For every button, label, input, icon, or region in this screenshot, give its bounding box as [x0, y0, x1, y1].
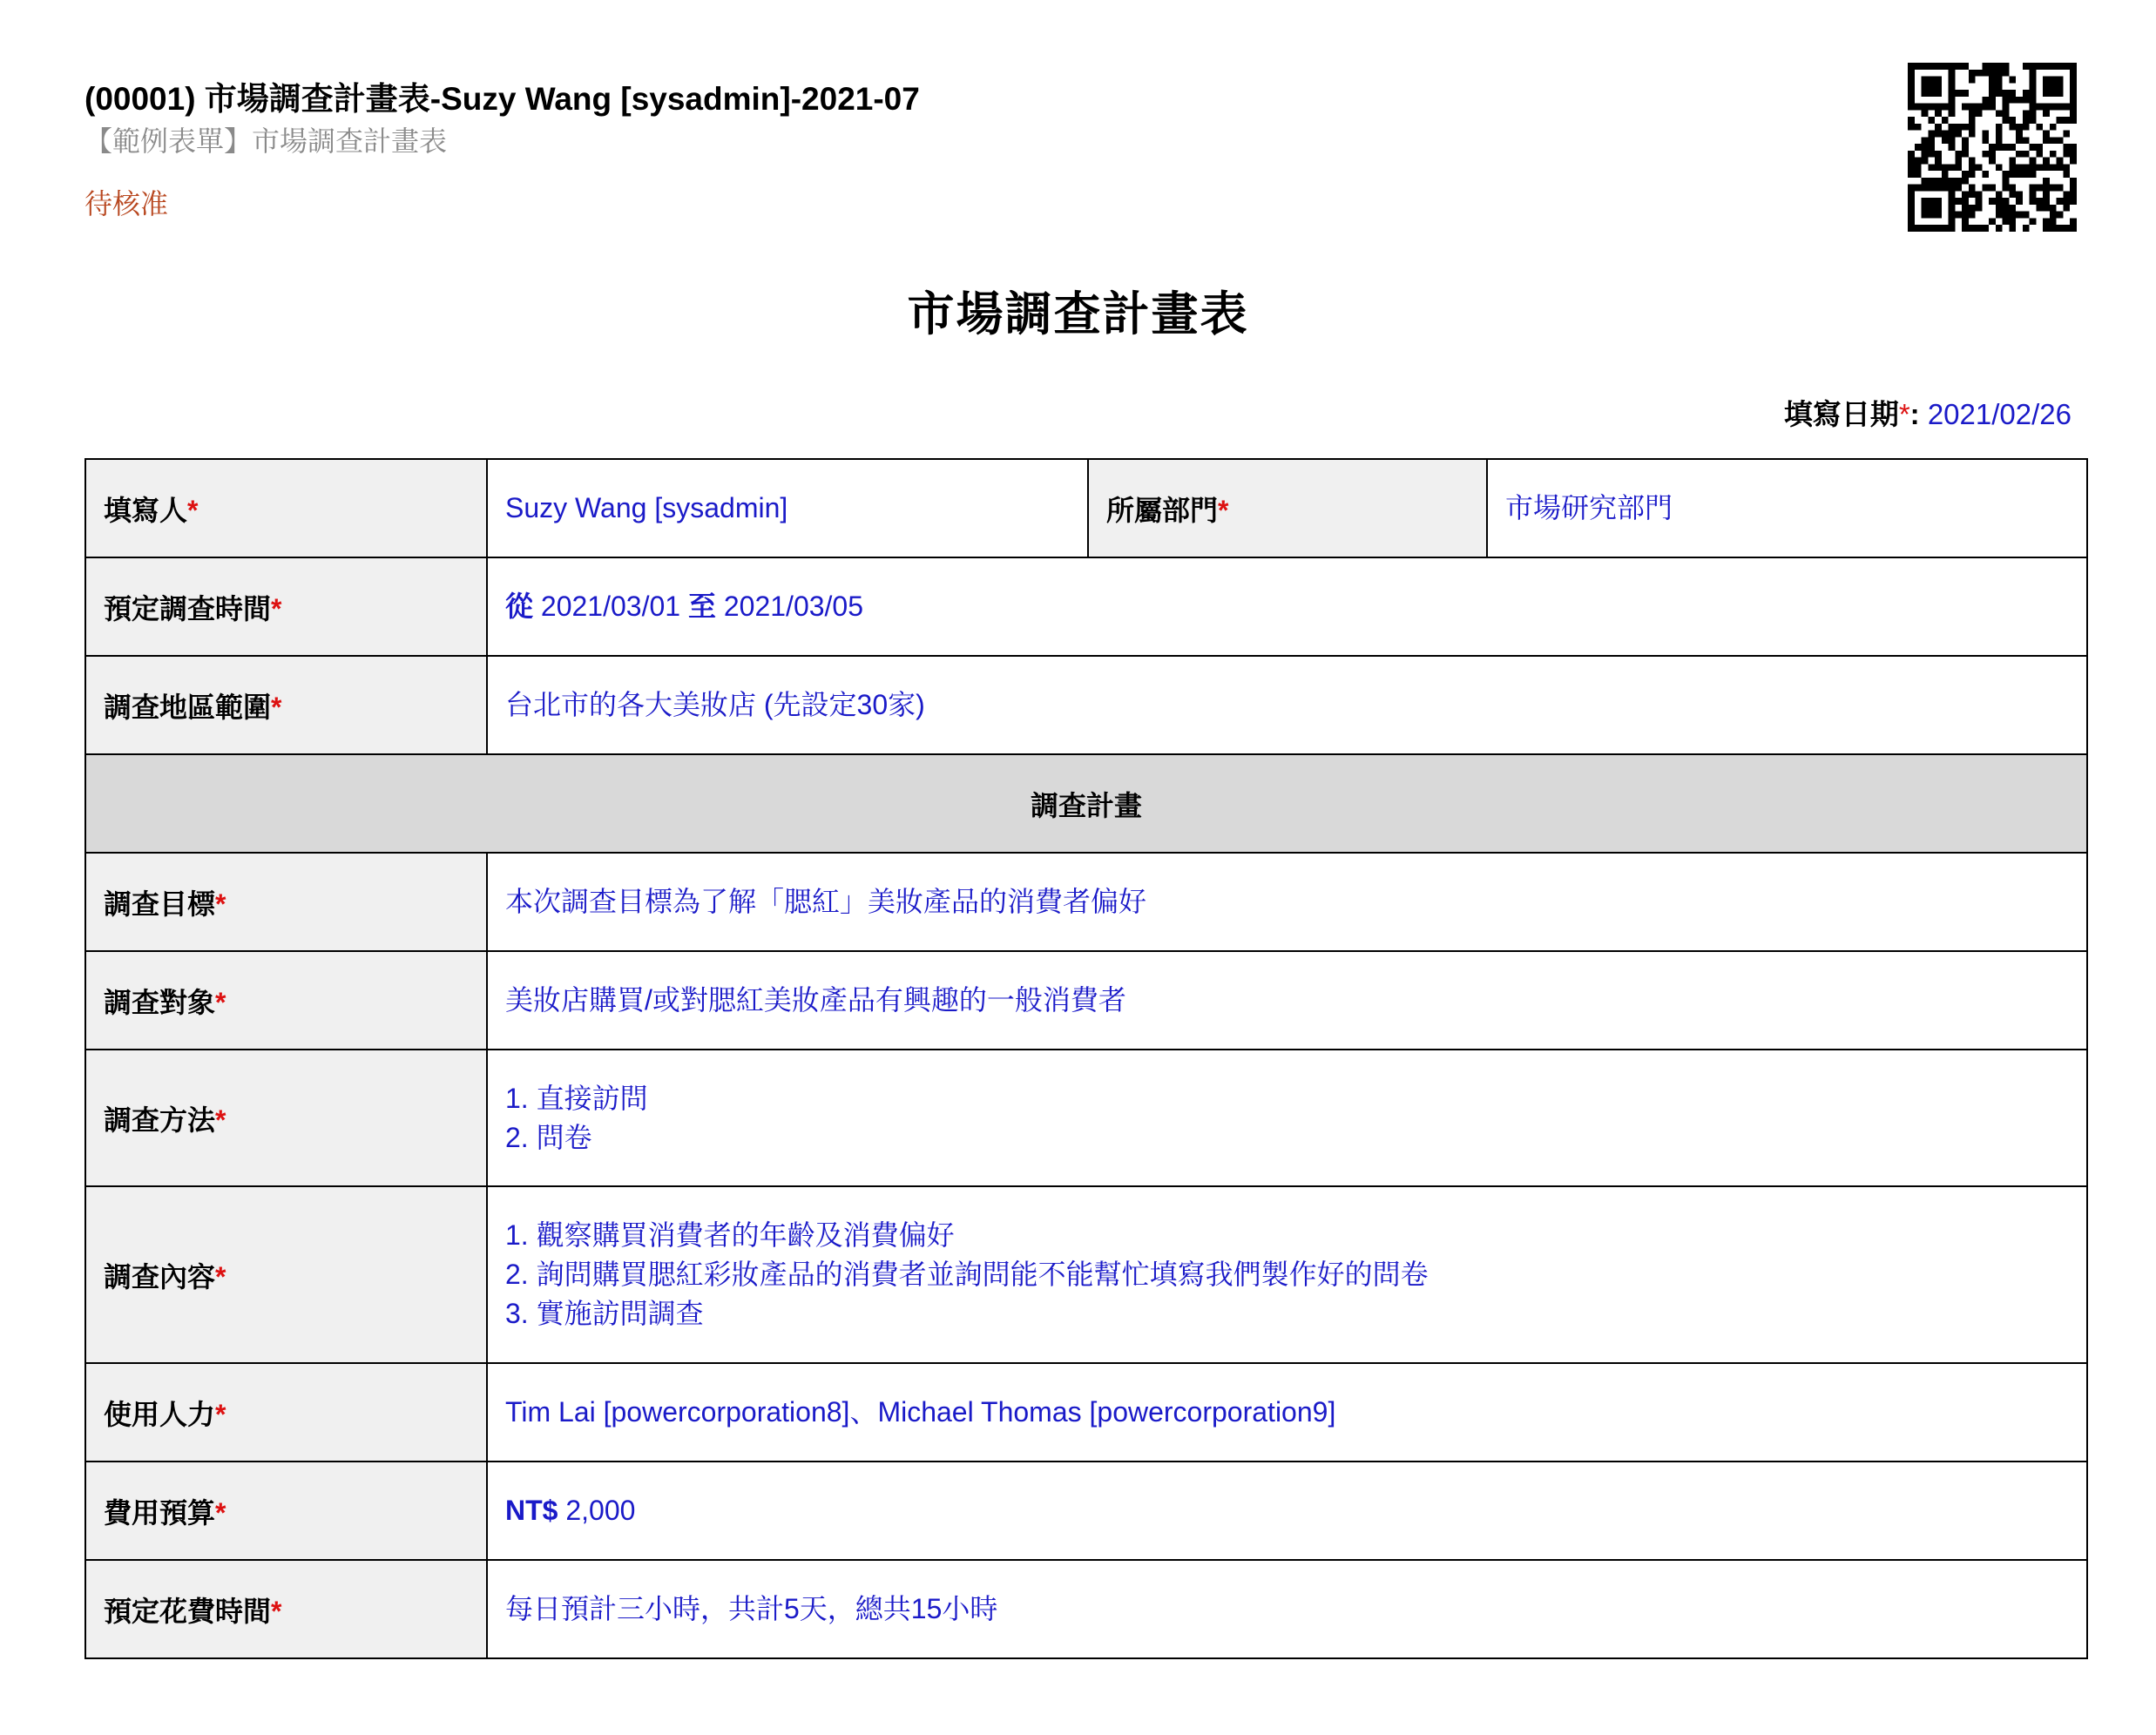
value-department: 市場研究部門: [1487, 459, 2087, 557]
label-goal: 調查目標*: [85, 853, 487, 951]
required-mark: *: [1898, 398, 1910, 430]
document-title: (00001) 市場調查計畫表-Suzy Wang [sysadmin]-2021-07: [84, 81, 920, 117]
value-method: [487, 1050, 2087, 1186]
value-schedule: 從 2021/03/01 至 2021/03/05: [487, 557, 2087, 656]
row-content: [85, 1186, 2087, 1363]
value-budget: NT$ 2,000: [487, 1462, 2087, 1560]
section-title: 調查計畫: [85, 754, 2087, 853]
list-item: 2. 問卷: [505, 1121, 592, 1153]
label-filler: 填寫人*: [85, 459, 487, 557]
row-area: [85, 656, 2087, 754]
document-header: [84, 78, 920, 223]
value-area: 台北市的各大美妝店 (先設定30家): [487, 656, 2087, 754]
list-item: 2. 詢問購買腮紅彩妝產品的消費者並詢問能不能幫忙填寫我們製作好的問卷: [505, 1259, 1429, 1290]
value-time: 每日預計三小時，共計5天，總共15小時: [487, 1560, 2087, 1658]
row-target: [85, 951, 2087, 1050]
list-item: 3. 實施訪問調查: [505, 1298, 704, 1329]
value-manpower: Tim Lai [powercorporation8]、Michael Thomas [powercorporation9]: [487, 1363, 2087, 1462]
row-manpower: [85, 1363, 2087, 1462]
value-content: [487, 1186, 2087, 1363]
label-time: 預定花費時間*: [85, 1560, 487, 1658]
label-schedule: 預定調查時間*: [85, 557, 487, 656]
label-method: 調查方法*: [85, 1050, 487, 1186]
label-content: 調查內容*: [85, 1186, 487, 1363]
label-department: 所屬部門*: [1088, 459, 1487, 557]
row-section: [85, 754, 2087, 853]
row-time: [85, 1560, 2087, 1658]
document-subtitle: 【範例表單】市場調查計畫表: [84, 125, 448, 157]
value-filler: Suzy Wang [sysadmin]: [487, 459, 1088, 557]
label-target: 調查對象*: [85, 951, 487, 1050]
fill-date: [1784, 392, 2072, 433]
row-filler: [85, 459, 2087, 557]
value-target: 美妝店購買/或對腮紅美妝產品有興趣的一般消費者: [487, 951, 2087, 1050]
fill-date-value: 2021/02/26: [1927, 398, 2072, 430]
fill-date-label: 填寫日期: [1783, 398, 1899, 430]
label-area: 調查地區範圍*: [85, 656, 487, 754]
row-goal: [85, 853, 2087, 951]
status-badge: 待核准: [84, 188, 169, 219]
label-manpower: 使用人力*: [85, 1363, 487, 1462]
list-item: 1. 觀察購買消費者的年齡及消費偏好: [505, 1219, 955, 1251]
row-method: [85, 1050, 2087, 1186]
value-goal: 本次調查目標為了解「腮紅」美妝產品的消費者偏好: [487, 853, 2087, 951]
list-item: 1. 直接訪問: [505, 1082, 648, 1114]
qr-code-icon: [1908, 63, 2077, 232]
label-budget: 費用預算*: [85, 1462, 487, 1560]
row-budget: [85, 1462, 2087, 1560]
colon: :: [1909, 398, 1928, 430]
row-schedule: [85, 557, 2087, 656]
form-table: [84, 458, 2088, 1659]
form-title: 市場調查計畫表: [907, 288, 1249, 341]
